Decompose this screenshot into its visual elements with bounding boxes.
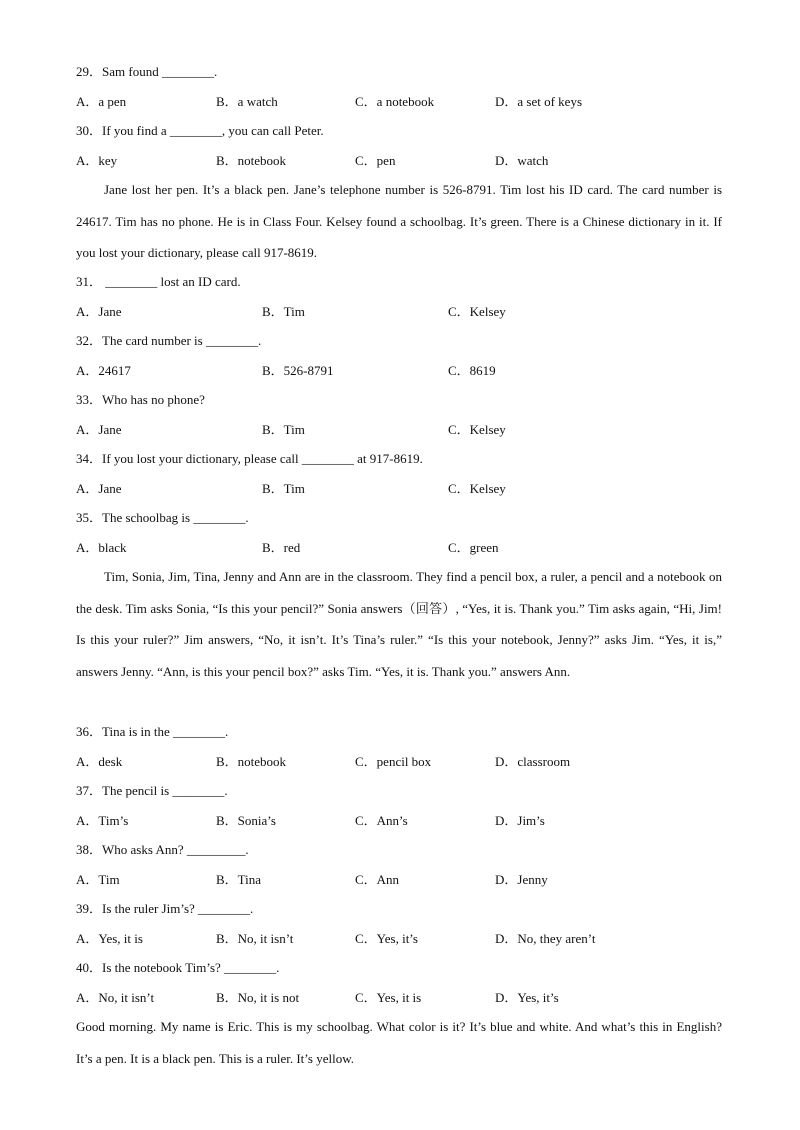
question-38: 38．Who asks Ann? _________.	[76, 842, 249, 857]
q29-option-a: A．a pen	[76, 94, 127, 109]
q31-option-b: B．Tim	[262, 304, 305, 319]
reading-passage-3	[76, 561, 722, 687]
q39-option-b: B．No, it isn’t	[216, 931, 294, 946]
reading-passage-2	[76, 174, 722, 269]
question-33: 33．Who has no phone?	[76, 392, 205, 407]
question-30: 30．If you find a ________, you can call Peter.	[76, 123, 324, 138]
q38-option-c: C．Ann	[355, 872, 400, 887]
q33-option-a: A．Jane	[76, 422, 122, 437]
q29-option-c: C．a notebook	[355, 94, 435, 109]
q30-option-c: C．pen	[355, 153, 396, 168]
q36-option-d: D．classroom	[495, 754, 571, 769]
q32-option-b: B．526-8791	[262, 363, 334, 378]
q37-option-c: C．Ann’s	[355, 813, 408, 828]
q32-option-a: A．24617	[76, 363, 131, 378]
q36-option-a: A．desk	[76, 754, 123, 769]
q37-option-b: B．Sonia’s	[216, 813, 276, 828]
q34-option-b: B．Tim	[262, 481, 305, 496]
q38-option-d: D．Jenny	[495, 872, 548, 887]
q29-option-b: B．a watch	[216, 94, 278, 109]
q40-option-d: D．Yes, it’s	[495, 990, 559, 1005]
q38-option-b: B．Tina	[216, 872, 262, 887]
q30-option-b: B．notebook	[216, 153, 287, 168]
q37-option-a: A．Tim’s	[76, 813, 129, 828]
question-29: 29．Sam found ________.	[76, 64, 218, 79]
q35-option-b: B．red	[262, 540, 301, 555]
q37-option-d: D．Jim’s	[495, 813, 545, 828]
reading-passage-4	[76, 1011, 722, 1074]
q35-option-c: C．green	[448, 540, 499, 555]
q30-option-d: D．watch	[495, 153, 549, 168]
q38-option-a: A．Tim	[76, 872, 120, 887]
reading-passage-4-text: Good morning. My name is Eric. This is my schoolbag. What color is it? It’s blue and white. And what’s this in English? It’s a pen. It is a black pen. This is a ruler. It’s yellow.	[76, 1019, 722, 1066]
q30-option-a: A．key	[76, 153, 118, 168]
question-36: 36．Tina is in the ________.	[76, 724, 229, 739]
q35-option-a: A．black	[76, 540, 127, 555]
q36-option-c: C．pencil box	[355, 754, 432, 769]
question-32: 32．The card number is ________.	[76, 333, 262, 348]
q39-option-c: C．Yes, it’s	[355, 931, 418, 946]
question-35: 35．The schoolbag is ________.	[76, 510, 249, 525]
reading-passage-2-text: Jane lost her pen. It’s a black pen. Jane’s telephone number is 526-8791. Tim lost his ID card. The card number is 24617. Tim has no phone. He is in Class Four. Kelsey found a schoolbag. It’s green. There is a Chinese dictionary in it. If you lost your dictionary, please call 917-8619.	[76, 182, 722, 260]
q32-option-c: C．8619	[448, 363, 496, 378]
question-39: 39．Is the ruler Jim’s? ________.	[76, 901, 254, 916]
q39-option-a: A．Yes, it is	[76, 931, 143, 946]
question-40: 40．Is the notebook Tim’s? ________.	[76, 960, 280, 975]
reading-passage-3-text: Tim, Sonia, Jim, Tina, Jenny and Ann are in the classroom. They find a pencil box, a ruler, a pencil and a notebook on the desk. Tim asks Sonia, “Is this your pencil?” Sonia answers（回答）, “Yes, it is. Thank you.” Tim asks again, “Hi, Jim! Is this your ruler?” Jim answers, “No, it isn’t. It’s Tina’s ruler.” “Is this your notebook, Jenny?” asks Jim. “Yes, it is,” answers Jenny. “Ann, is this your pencil box?” asks Tim. “Yes, it is. Thank you.” answers Ann.	[76, 569, 722, 679]
q31-option-c: C．Kelsey	[448, 304, 506, 319]
question-34: 34．If you lost your dictionary, please call ________ at 917-8619.	[76, 451, 423, 466]
q33-option-b: B．Tim	[262, 422, 305, 437]
q31-option-a: A．Jane	[76, 304, 122, 319]
question-37: 37．The pencil is ________.	[76, 783, 228, 798]
q34-option-c: C．Kelsey	[448, 481, 506, 496]
q29-option-d: D．a set of keys	[495, 94, 583, 109]
q33-option-c: C．Kelsey	[448, 422, 506, 437]
q34-option-a: A．Jane	[76, 481, 122, 496]
q40-option-b: B．No, it is not	[216, 990, 300, 1005]
question-31: 31． ________ lost an ID card.	[76, 274, 241, 289]
q39-option-d: D．No, they aren’t	[495, 931, 596, 946]
q40-option-a: A．No, it isn’t	[76, 990, 155, 1005]
q36-option-b: B．notebook	[216, 754, 287, 769]
q40-option-c: C．Yes, it is	[355, 990, 422, 1005]
